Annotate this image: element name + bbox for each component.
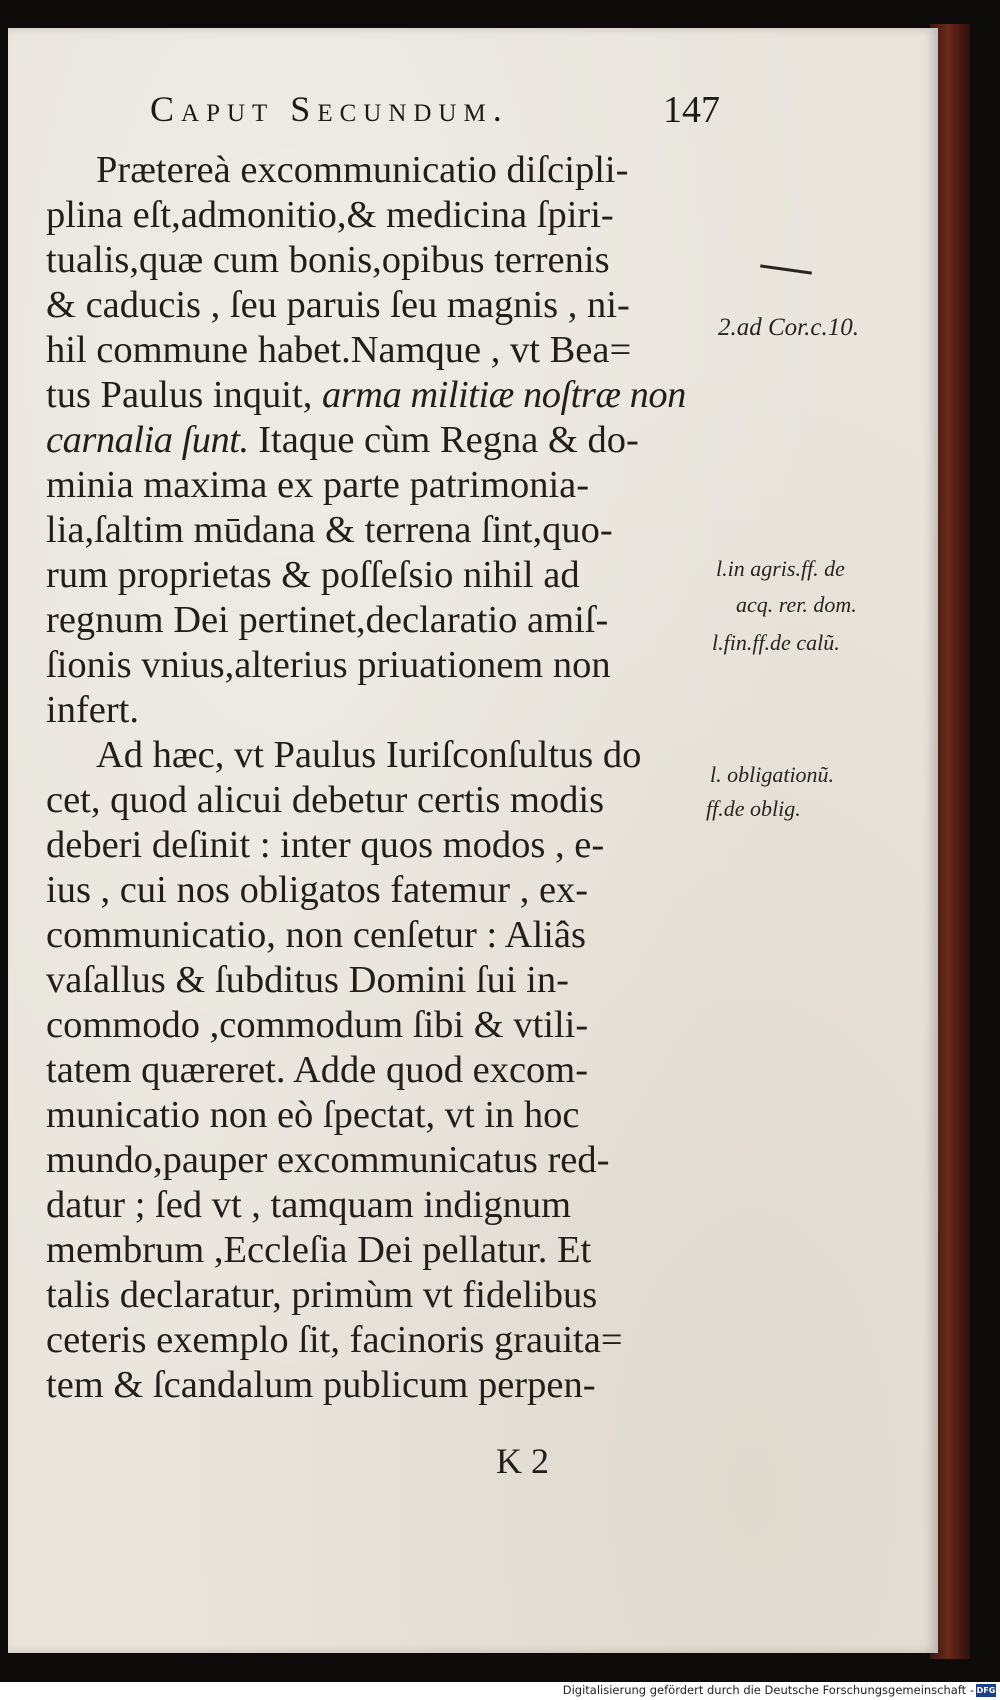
text-line: infert. xyxy=(46,689,139,731)
text-line: tem & ſcandalum publicum perpen- xyxy=(46,1364,596,1406)
text-line: rum proprietas & poſſeſsio nihil ad xyxy=(46,554,580,596)
text-line: vaſallus & ſubditus Domini ſui in- xyxy=(46,959,569,1001)
text-line: plina eſt,admonitio,& medicina ſpiri- xyxy=(46,194,614,236)
text-line: tualis,quæ cum bonis,opibus terrenis xyxy=(46,239,610,281)
text-line: hil commune habet.Namque , vt Bea= xyxy=(46,329,632,371)
text-line: municatio non eò ſpectat, vt in hoc xyxy=(46,1094,580,1136)
text-line: & caducis , ſeu paruis ſeu magnis , ni- xyxy=(46,284,630,326)
text-line: minia maxima ex parte patrimonia- xyxy=(46,464,590,506)
margin-note-de-oblig: ff.de oblig. xyxy=(706,796,801,821)
scripture-quote-end: carnalia ſunt. xyxy=(46,419,249,461)
text-line: ceteris exemplo ſit, facinoris grauita= xyxy=(46,1319,623,1361)
dfg-logo: DFG xyxy=(976,1686,996,1695)
text-line: regnum Dei pertinet,declaratio amiſ- xyxy=(46,599,609,641)
text-fragment: Itaque cùm Regna & do- xyxy=(248,419,639,461)
page-header xyxy=(150,88,720,138)
text-fragment: tus Paulus inquit, xyxy=(46,374,322,416)
margin-note-obligationum: l. obligationũ. xyxy=(710,762,835,787)
margin-note-in-agris: l.in agris.ff. de xyxy=(716,556,845,581)
text-line: membrum ,Eccleſia Dei pellatur. Et xyxy=(46,1229,592,1271)
text-line: tatem quæreret. Adde quod excom- xyxy=(46,1049,589,1091)
running-head: Caput Secundum. xyxy=(150,89,509,129)
text-line: talis declaratur, primùm vt fidelibus xyxy=(46,1274,598,1316)
text-line: Ad hæc, vt Paulus Iuriſconſultus do xyxy=(96,734,642,776)
text-line: mundo,pauper excommunicatus red- xyxy=(46,1139,610,1181)
text-line: datur ; ſed vt , tamquam indignum xyxy=(46,1184,572,1226)
text-line: Prætereà excommunicatio diſcipli- xyxy=(96,149,629,191)
margin-note-acq-rer-dom: acq. rer. dom. xyxy=(736,592,857,617)
scripture-quote: arma militiæ noſtræ non xyxy=(321,374,686,416)
text-line-with-quote xyxy=(46,418,714,463)
margin-note-corinthians: 2.ad Cor.c.10. xyxy=(718,314,859,341)
text-line: lia,ſaltim mūdana & terrena ſint,quo- xyxy=(46,509,613,551)
text-line: ius , cui nos obligatos fatemur , ex- xyxy=(46,869,589,911)
text-line: communicatio, non cenſetur : Aliâs xyxy=(46,914,586,956)
signature-mark: K 2 xyxy=(496,1441,549,1481)
text-line: ſionis vnius,alterius priuationem non xyxy=(46,644,611,686)
text-line: commodo ,commodum ſibi & vtili- xyxy=(46,1004,589,1046)
text-line: deberi deſinit : inter quos modos , e- xyxy=(46,824,605,866)
page-number: 147 xyxy=(663,89,720,131)
text-line-with-quote xyxy=(46,373,714,418)
text-line: cet, quod alicui debetur certis modis xyxy=(46,779,605,821)
digitization-credit: Digitalisierung gefördert durch die Deutsche Forschungsgemeinschaft - xyxy=(562,1683,974,1697)
main-text xyxy=(46,148,714,1408)
margin-note-de-calumn: l.fin.ff.de calũ. xyxy=(712,630,840,655)
